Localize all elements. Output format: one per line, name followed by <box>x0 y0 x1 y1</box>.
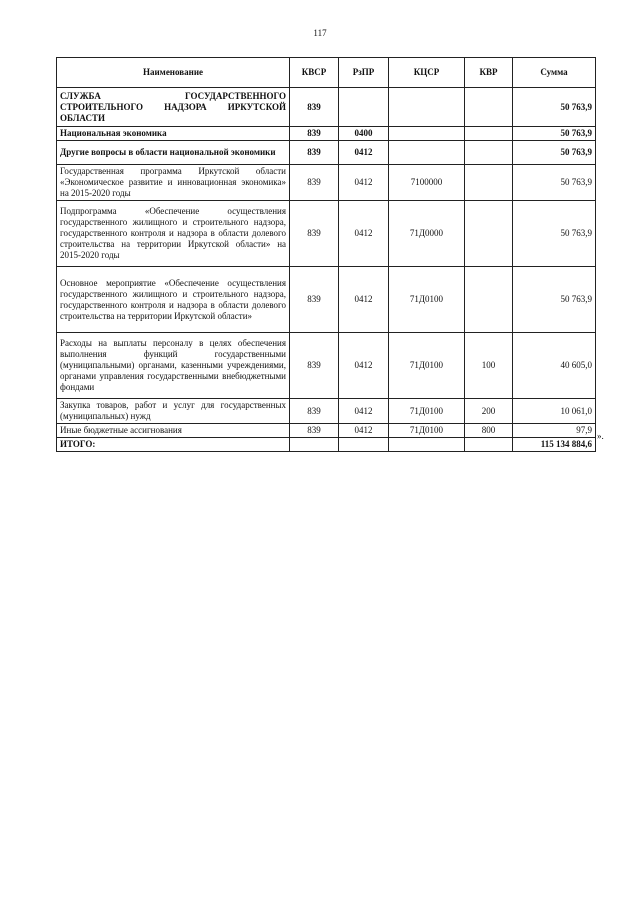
header-kvr: КВР <box>465 58 513 88</box>
header-kcsr: КЦСР <box>389 58 465 88</box>
cell-kvsr: 839 <box>290 399 339 424</box>
table-header-row <box>57 58 596 88</box>
table-row <box>57 88 596 127</box>
cell-sum: 50 763,9 <box>513 127 596 141</box>
table-row <box>57 438 596 452</box>
cell-kcsr: 71Д0100 <box>389 399 465 424</box>
cell-name: Другие вопросы в области национальной экономики <box>57 141 290 165</box>
cell-kvr <box>465 141 513 165</box>
budget-table <box>56 57 596 452</box>
cell-rzpr <box>339 438 389 452</box>
table-row <box>57 141 596 165</box>
cell-kvsr: 839 <box>290 88 339 127</box>
cell-kvr: 200 <box>465 399 513 424</box>
cell-rzpr: 0412 <box>339 424 389 438</box>
cell-kvsr: 839 <box>290 333 339 399</box>
cell-sum: 50 763,9 <box>513 88 596 127</box>
table-row <box>57 165 596 201</box>
cell-kvr <box>465 127 513 141</box>
cell-kcsr: 71Д0100 <box>389 424 465 438</box>
cell-kvsr: 839 <box>290 424 339 438</box>
cell-name: ИТОГО: <box>57 438 290 452</box>
cell-kcsr: 7100000 <box>389 165 465 201</box>
table-row <box>57 201 596 267</box>
cell-kvr <box>465 201 513 267</box>
cell-kcsr: 71Д0100 <box>389 267 465 333</box>
cell-sum: 40 605,0 <box>513 333 596 399</box>
header-rzpr: РзПР <box>339 58 389 88</box>
cell-rzpr: 0412 <box>339 141 389 165</box>
cell-name: Основное мероприятие «Обеспечение осуществления государственного жилищного и строительного надзора, государственного контроля и надзора в области долевого строительства на территории Иркутской области» <box>57 267 290 333</box>
cell-sum: 10 061,0 <box>513 399 596 424</box>
cell-kcsr: 71Д0000 <box>389 201 465 267</box>
cell-name: Расходы на выплаты персоналу в целях обеспечения выполнения функций государственными (муниципальными) органами, казенными учреждениями, органами управления государственными внебюджетными фондами <box>57 333 290 399</box>
cell-sum: 97,9 <box>513 424 596 438</box>
header-name: Наименование <box>57 58 290 88</box>
cell-rzpr <box>339 88 389 127</box>
cell-rzpr: 0412 <box>339 333 389 399</box>
cell-name: Государственная программа Иркутской области «Экономическое развитие и инновационная экономика» на 2015-2020 годы <box>57 165 290 201</box>
cell-kcsr <box>389 127 465 141</box>
cell-kvr: 100 <box>465 333 513 399</box>
cell-kcsr: 71Д0100 <box>389 333 465 399</box>
page-number: 117 <box>313 28 327 38</box>
cell-kvsr: 839 <box>290 165 339 201</box>
cell-rzpr: 0412 <box>339 165 389 201</box>
header-kvsr: КВСР <box>290 58 339 88</box>
cell-rzpr: 0412 <box>339 201 389 267</box>
closing-quote-mark: ». <box>597 431 604 441</box>
cell-rzpr: 0412 <box>339 399 389 424</box>
cell-kvr <box>465 267 513 333</box>
cell-kcsr <box>389 141 465 165</box>
cell-kvsr <box>290 438 339 452</box>
table-body <box>57 88 596 452</box>
cell-name: Подпрограмма «Обеспечение осуществления государственного жилищного и строительного надзора, государственного контроля и надзора в области долевого строительства на территории Иркутской области» на 2015-2020 годы <box>57 201 290 267</box>
cell-kvr: 800 <box>465 424 513 438</box>
cell-sum: 115 134 884,6 <box>513 438 596 452</box>
table-row <box>57 424 596 438</box>
table-row <box>57 267 596 333</box>
header-sum: Сумма <box>513 58 596 88</box>
cell-kvr <box>465 165 513 201</box>
cell-name: Иные бюджетные ассигнования <box>57 424 290 438</box>
cell-sum: 50 763,9 <box>513 165 596 201</box>
table-row <box>57 333 596 399</box>
cell-kvr <box>465 88 513 127</box>
cell-kvsr: 839 <box>290 267 339 333</box>
cell-name: Закупка товаров, работ и услуг для государственных (муниципальных) нужд <box>57 399 290 424</box>
cell-sum: 50 763,9 <box>513 267 596 333</box>
cell-sum: 50 763,9 <box>513 141 596 165</box>
cell-kvr <box>465 438 513 452</box>
cell-name: СЛУЖБА ГОСУДАРСТВЕННОГО СТРОИТЕЛЬНОГО НАДЗОРА ИРКУТСКОЙ ОБЛАСТИ <box>57 88 290 127</box>
table-row <box>57 127 596 141</box>
cell-kvsr: 839 <box>290 127 339 141</box>
cell-rzpr: 0400 <box>339 127 389 141</box>
cell-kvsr: 839 <box>290 201 339 267</box>
cell-name: Национальная экономика <box>57 127 290 141</box>
cell-sum: 50 763,9 <box>513 201 596 267</box>
cell-kcsr <box>389 438 465 452</box>
cell-kcsr <box>389 88 465 127</box>
cell-kvsr: 839 <box>290 141 339 165</box>
table-row <box>57 399 596 424</box>
cell-rzpr: 0412 <box>339 267 389 333</box>
